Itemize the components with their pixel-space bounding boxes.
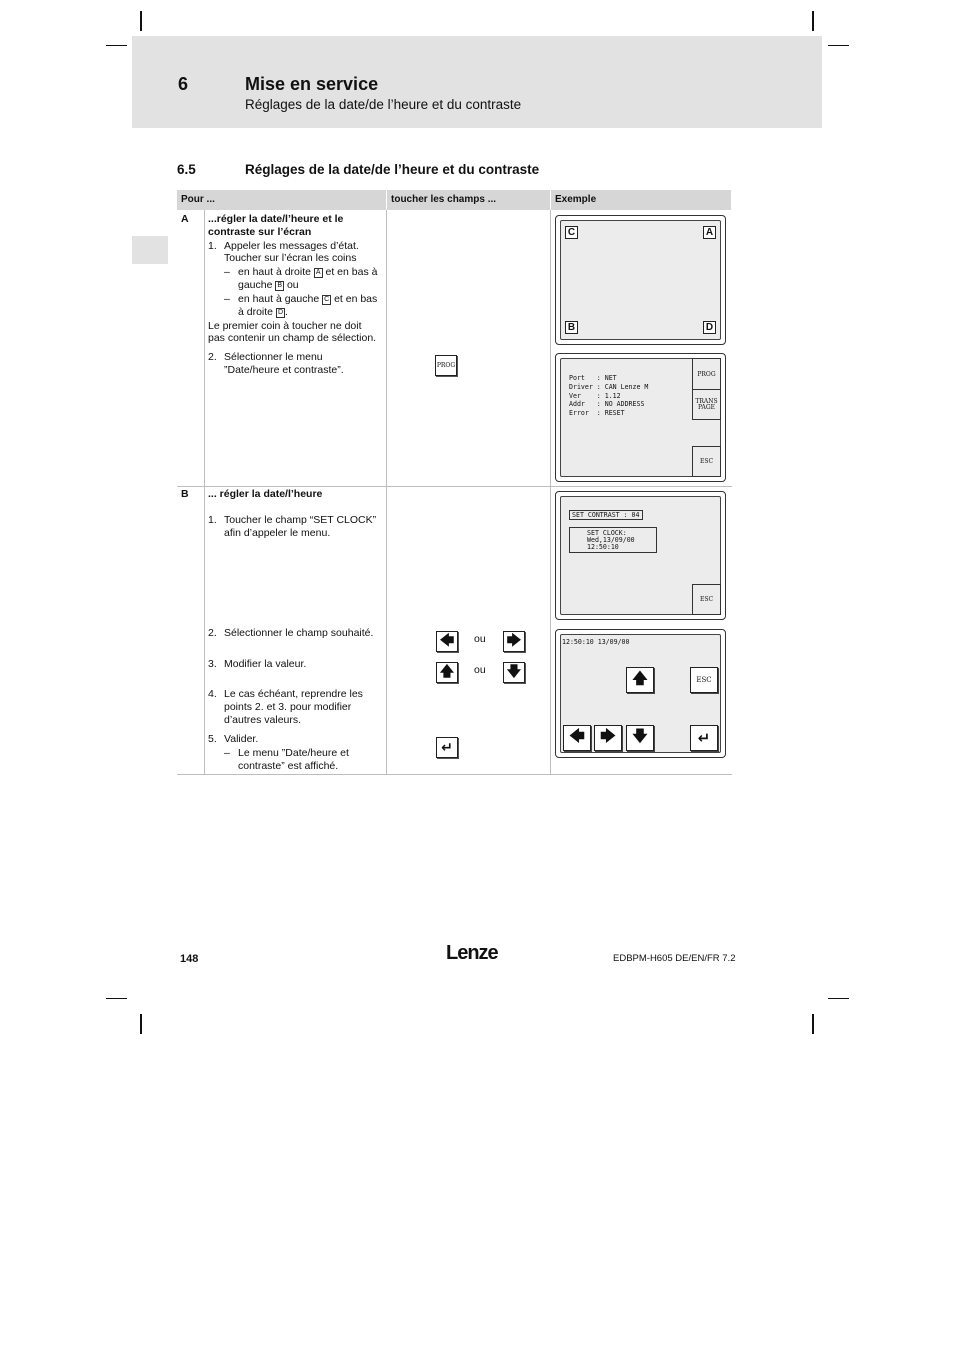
- table-row-divider: [177, 486, 732, 487]
- corner-key-c: C: [324, 296, 330, 303]
- touchscreen-edit-example: [555, 629, 726, 758]
- table-divider: [550, 210, 551, 774]
- or-label: ou: [474, 664, 486, 676]
- crop-mark: [812, 1014, 814, 1034]
- prog-screen-button: PROG: [692, 358, 721, 391]
- row-label-a: A: [181, 213, 189, 225]
- page-number: 148: [180, 953, 199, 965]
- set-clock-field: [569, 527, 657, 553]
- enter-key-icon: ↵: [690, 725, 718, 751]
- step-number: 1.: [208, 514, 217, 526]
- arrow-left-icon: 🡄: [563, 725, 591, 751]
- status-line: Driver : CAN Lenze M: [569, 383, 649, 391]
- set-clock-time: 12:50:10: [587, 543, 619, 551]
- chapter-side-tab: [132, 236, 168, 264]
- arrow-left-icon: 🡄: [436, 631, 458, 652]
- crop-mark: [140, 11, 142, 31]
- table-header-toucher: toucher les champs ...: [386, 190, 550, 210]
- bullet-line: contraste” est affiché.: [238, 760, 339, 772]
- crop-mark: [106, 998, 127, 999]
- crop-mark: [812, 11, 814, 31]
- step-text: Toucher sur l’écran les coins: [224, 252, 357, 264]
- bullet-dash: –: [224, 266, 230, 278]
- arrow-down-icon: 🡇: [503, 662, 525, 683]
- table-header-pour: Pour ...: [177, 190, 386, 210]
- step-text: Toucher le champ “SET CLOCK”: [224, 514, 377, 526]
- chapter-title: Mise en service: [245, 74, 379, 94]
- chapter-header-band: [132, 36, 822, 128]
- prog-key-icon: PROG: [435, 355, 457, 376]
- arrow-up-icon: 🡅: [436, 662, 458, 683]
- step-text: Appeler les messages d’état.: [224, 240, 359, 252]
- status-line: Error : RESET: [569, 409, 625, 417]
- step-number: 5.: [208, 733, 217, 745]
- status-line: Ver : 1.12: [569, 392, 621, 400]
- bullet-line: à droite D .: [238, 306, 288, 318]
- row-label-b: B: [181, 488, 189, 500]
- crop-mark: [140, 1014, 142, 1034]
- arrow-right-icon: 🡆: [503, 631, 525, 652]
- touchscreen-corners-example: [555, 215, 726, 345]
- step-text: afin d’appeler le menu.: [224, 527, 331, 539]
- corner-d: D: [703, 321, 716, 334]
- step-text: ”Date/heure et contraste”.: [224, 364, 344, 376]
- transpage-screen-button: TRANS PAGE: [692, 389, 721, 420]
- step-text: Sélectionner le menu: [224, 351, 323, 363]
- touchscreen-menu-example: [555, 491, 726, 620]
- bullet-line: en haut à droite A et en bas à: [238, 266, 378, 278]
- set-clock-date: Wed,13/09/00: [587, 536, 635, 544]
- lenze-logo: Lenze: [446, 942, 498, 964]
- bullet-line: Le menu ”Date/heure et: [238, 747, 349, 759]
- arrow-up-icon: 🡅: [626, 667, 654, 693]
- set-contrast-field: SET CONTRAST : 04: [569, 510, 643, 520]
- datetime-readout: 12:50:10 13/09/00: [562, 638, 630, 646]
- status-line: Addr : NO ADDRESS: [569, 400, 645, 408]
- chapter-subtitle: Réglages de la date/de l’heure et du contraste: [245, 97, 522, 112]
- corner-a: A: [703, 226, 716, 239]
- row-a-title-2: contraste sur l’écran: [208, 226, 312, 238]
- bullet-dash: –: [224, 747, 230, 759]
- crop-mark: [106, 45, 127, 46]
- corner-c: C: [565, 226, 578, 239]
- arrow-down-icon: 🡇: [626, 725, 654, 751]
- step-number: 1.: [208, 240, 217, 252]
- crop-mark: [828, 998, 849, 999]
- step-number: 2.: [208, 627, 217, 639]
- status-line: Port : NET: [569, 374, 617, 382]
- document-reference: EDBPM-H605 DE/EN/FR 7.2: [613, 953, 736, 964]
- set-clock-label: SET CLOCK:: [587, 529, 627, 537]
- table-bottom-rule: [177, 774, 732, 775]
- step-text: Le cas échéant, reprendre les: [224, 688, 363, 700]
- bullet-dash: –: [224, 293, 230, 305]
- bullet-line: en haut à gauche C et en bas: [238, 293, 378, 305]
- corner-b: B: [565, 321, 578, 334]
- row-a-title-1: ...régler la date/l’heure et le: [208, 213, 344, 225]
- corner-key-b: B: [277, 282, 283, 289]
- table-divider: [204, 210, 205, 774]
- step-text: Modifier la valeur.: [224, 658, 307, 670]
- table-divider: [386, 210, 387, 774]
- arrow-right-icon: 🡆: [594, 725, 622, 751]
- bullet-line: gauche B ou: [238, 279, 299, 291]
- step-text: d’autres valeurs.: [224, 714, 302, 726]
- section-number: 6.5: [177, 162, 196, 177]
- table-header-exemple: Exemple: [550, 190, 731, 210]
- touchscreen-status-example: [555, 353, 726, 482]
- esc-screen-button: ESC: [690, 667, 718, 693]
- step-text: Sélectionner le champ souhaité.: [224, 627, 374, 639]
- step-text: points 2. et 3. pour modifier: [224, 701, 352, 713]
- corner-key-d: D: [277, 309, 284, 316]
- step-number: 4.: [208, 688, 217, 700]
- enter-key-icon: ↵: [436, 737, 458, 758]
- step-text: Valider.: [224, 733, 259, 745]
- step-number: 2.: [208, 351, 217, 363]
- crop-mark: [828, 45, 849, 46]
- section-title: Réglages de la date/de l’heure et du contraste: [245, 162, 540, 177]
- chapter-number: 6: [178, 74, 189, 94]
- corner-key-a: A: [315, 269, 321, 276]
- note-text: Le premier coin à toucher ne doit: [208, 320, 362, 332]
- or-label: ou: [474, 633, 486, 645]
- step-number: 3.: [208, 658, 217, 670]
- row-b-title: ... régler la date/l’heure: [208, 488, 323, 500]
- esc-screen-button: ESC: [692, 446, 721, 477]
- esc-screen-button: ESC: [692, 584, 721, 615]
- note-text: pas contenir un champ de sélection.: [208, 332, 377, 344]
